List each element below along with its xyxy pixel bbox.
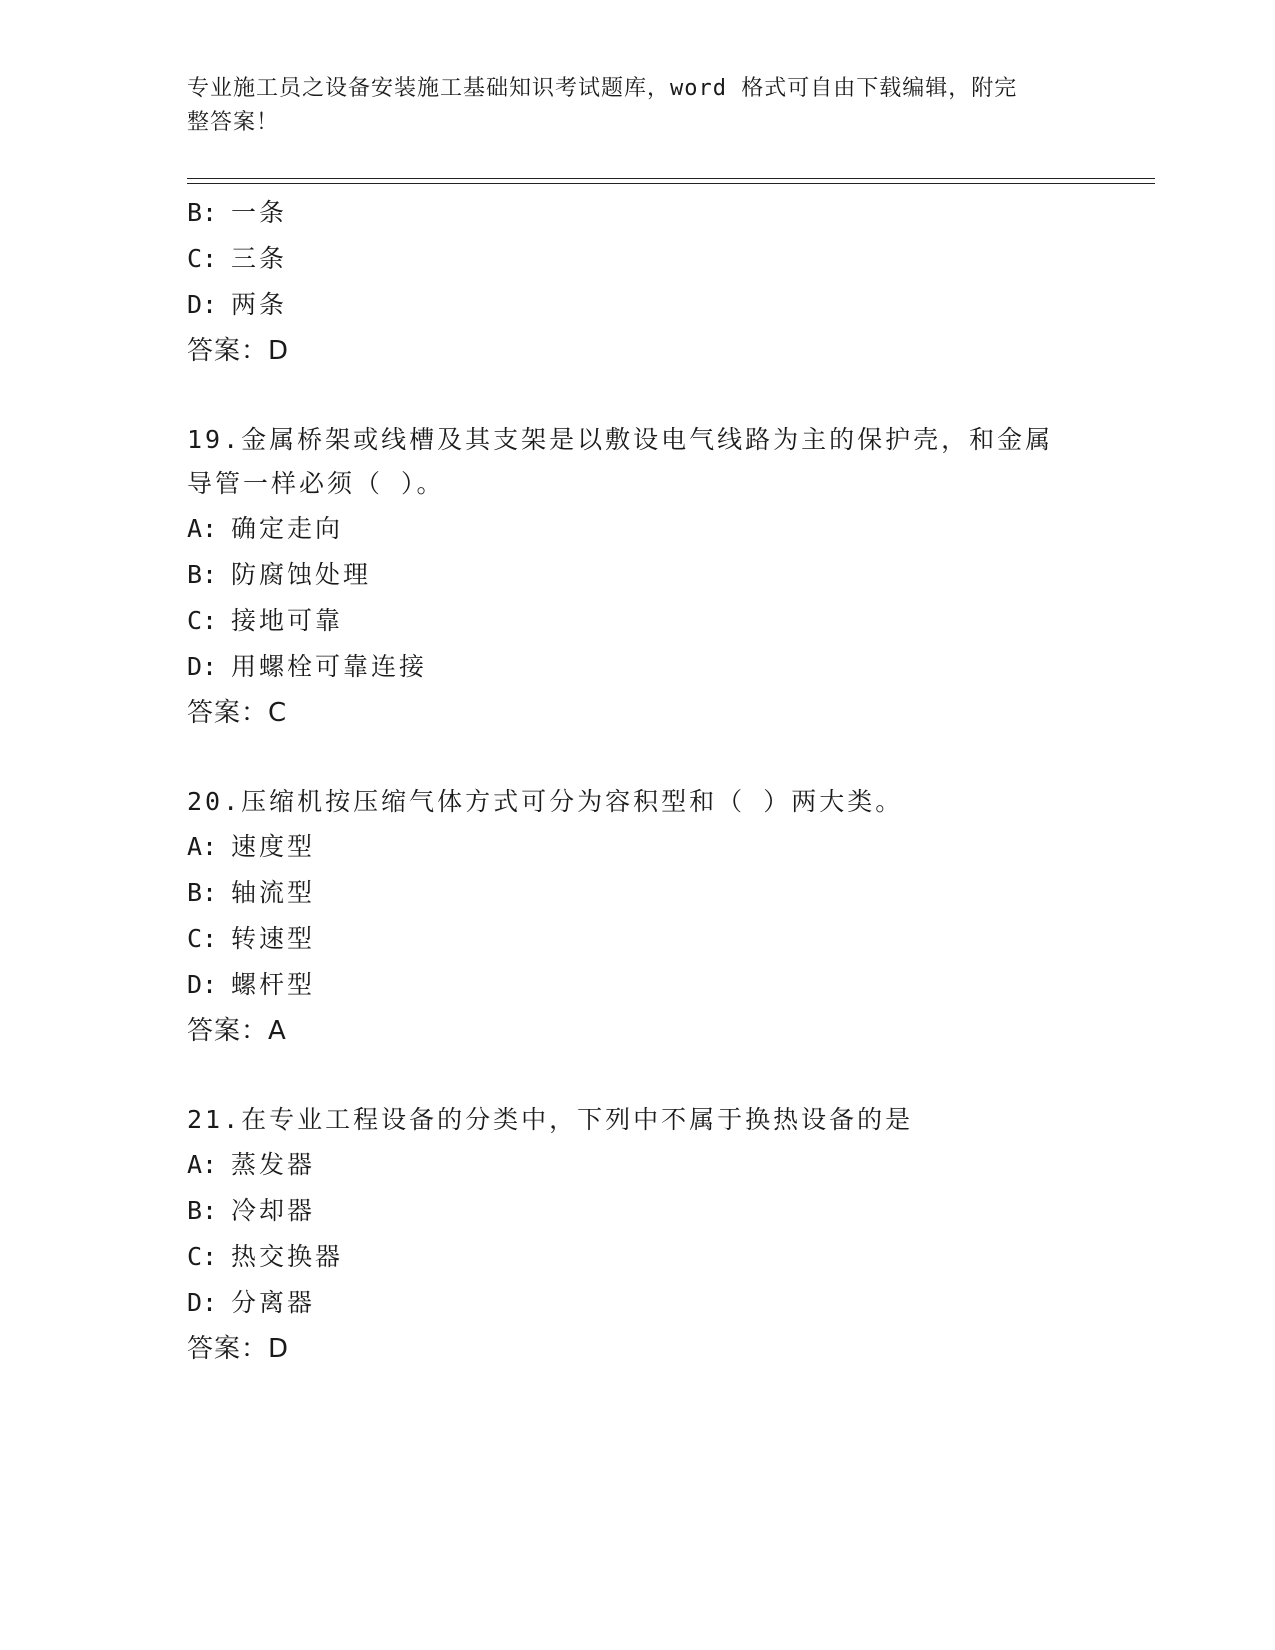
option-letter: A: <box>187 832 218 861</box>
option-text: 防腐蚀处理 <box>231 560 372 589</box>
question-21 <box>187 1098 1107 1372</box>
option-a <box>187 506 1107 552</box>
option-c <box>187 598 1107 644</box>
header-divider-bottom <box>187 183 1155 184</box>
question-18 <box>187 190 1107 374</box>
option-b <box>187 870 1107 916</box>
option-d <box>187 644 1107 690</box>
option-b <box>187 190 1107 236</box>
option-text: 确定走向 <box>231 514 344 543</box>
answer-line: 答案：D <box>187 336 290 366</box>
option-letter: C: <box>187 924 218 953</box>
option-text: 两条 <box>231 290 288 319</box>
option-b <box>187 1188 1107 1234</box>
question-stem-line-1: 19.金属桥架或线槽及其支架是以敷设电气线路为主的保护壳，和金属 <box>187 425 1054 454</box>
option-text: 三条 <box>231 244 288 273</box>
header-line-1: 专业施工员之设备安装施工基础知识考试题库，word 格式可自由下载编辑，附完 <box>187 76 1018 101</box>
answer-line: 答案：A <box>187 1016 287 1046</box>
option-text: 分离器 <box>231 1288 316 1317</box>
option-d <box>187 1280 1107 1326</box>
option-letter: B: <box>187 198 218 227</box>
option-text: 蒸发器 <box>231 1150 316 1179</box>
option-text: 转速型 <box>231 924 316 953</box>
option-c <box>187 1234 1107 1280</box>
option-letter: C: <box>187 244 218 273</box>
header-line-2: 整答案！ <box>187 110 280 135</box>
option-letter: D: <box>187 1288 218 1317</box>
answer-line: 答案：D <box>187 1334 290 1364</box>
option-a <box>187 824 1107 870</box>
option-text: 轴流型 <box>231 878 316 907</box>
option-text: 速度型 <box>231 832 316 861</box>
option-b <box>187 552 1107 598</box>
option-letter: B: <box>187 560 218 589</box>
option-letter: D: <box>187 652 218 681</box>
question-20 <box>187 780 1107 1054</box>
option-d <box>187 962 1107 1008</box>
option-text: 螺杆型 <box>231 970 316 999</box>
option-letter: B: <box>187 878 218 907</box>
document-header <box>187 72 1087 140</box>
question-stem-line-1: 21.在专业工程设备的分类中，下列中不属于换热设备的是 <box>187 1105 914 1134</box>
option-text: 冷却器 <box>231 1196 316 1225</box>
option-letter: C: <box>187 606 218 635</box>
option-c <box>187 916 1107 962</box>
option-c <box>187 236 1107 282</box>
option-text: 接地可靠 <box>231 606 344 635</box>
option-letter: D: <box>187 970 218 999</box>
option-letter: A: <box>187 1150 218 1179</box>
option-letter: A: <box>187 514 218 543</box>
option-letter: B: <box>187 1196 218 1225</box>
question-list <box>187 190 1107 1372</box>
option-d <box>187 282 1107 328</box>
question-stem-line-2: 导管一样必须（ ）。 <box>187 469 445 498</box>
option-text: 一条 <box>231 198 288 227</box>
option-text: 用螺栓可靠连接 <box>231 652 428 681</box>
option-letter: D: <box>187 290 218 319</box>
option-letter: C: <box>187 1242 218 1271</box>
option-text: 热交换器 <box>231 1242 344 1271</box>
question-stem-line-1: 20.压缩机按压缩气体方式可分为容积型和（ ）两大类。 <box>187 787 904 816</box>
option-a <box>187 1142 1107 1188</box>
answer-line: 答案：C <box>187 698 288 728</box>
question-19 <box>187 418 1107 736</box>
header-divider-top <box>187 178 1155 179</box>
